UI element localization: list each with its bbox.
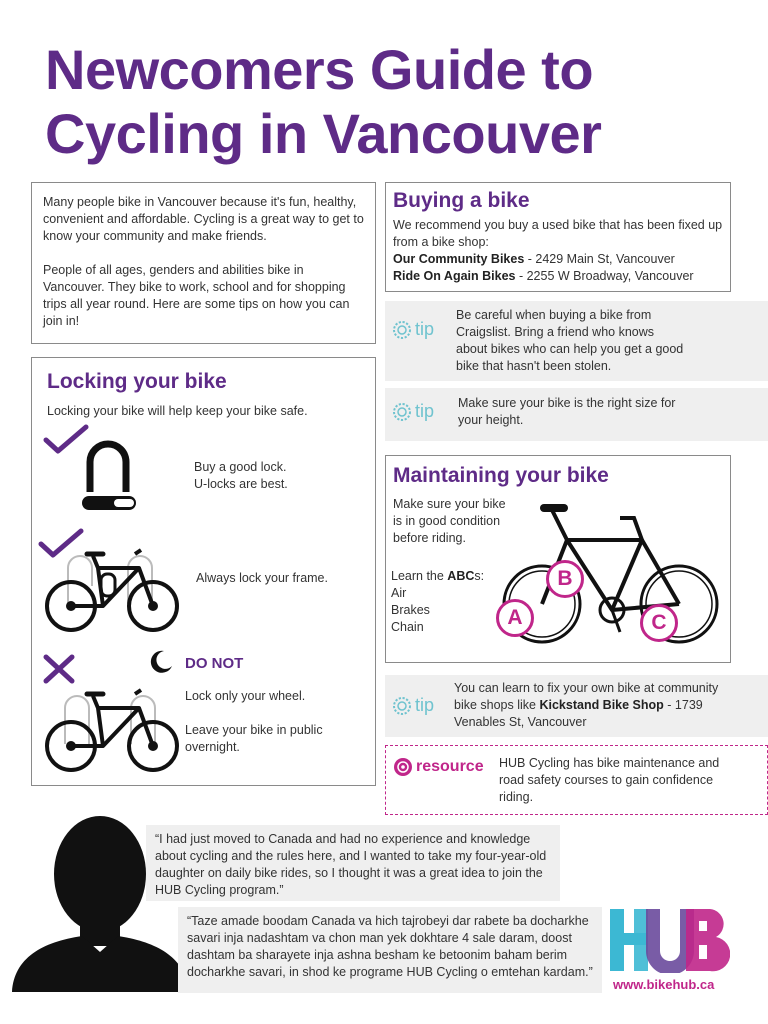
maintaining-box	[385, 455, 731, 663]
gear-icon	[391, 401, 413, 423]
bike-locked-frame-icon	[43, 544, 183, 636]
locking-box	[31, 357, 376, 786]
gear-icon	[391, 319, 413, 341]
gear-icon	[391, 695, 413, 717]
tip-1-text: Be careful when buying a bike from Craigslist. Bring a friend who knows about bikes who can help you get a good bike that hasn't been stolen.	[456, 308, 684, 373]
maintaining-text: Make sure your bike is in good condition before riding.	[393, 497, 506, 545]
lock-warning-2: Leave your bike in public overnight.	[185, 723, 323, 754]
resource-label: resource	[416, 758, 484, 775]
quote-english: “I had just moved to Canada and had no experience and knowledge about cycling and the rules here, and I wanted to take my four-year-old daughter on daily bike rides, so I thought it was a great idea to join the HUB Cycling program.”	[146, 825, 560, 901]
moon-icon	[146, 648, 174, 676]
tip-2-text: Make sure your bike is the right size for your height.	[458, 396, 676, 427]
shop-2: Ride On Again Bikes - 2255 W Broadway, Vancouver	[393, 269, 694, 283]
u-lock-icon	[80, 440, 140, 514]
badge-c: C	[640, 604, 678, 642]
resource-text: HUB Cycling has bike maintenance and road safety courses to gain confidence riding.	[499, 756, 720, 804]
buying-text: We recommend you buy a used bike that has been fixed up from a bike shop:	[393, 218, 723, 249]
website-link[interactable]: www.bikehub.ca	[613, 977, 715, 992]
quote-farsi: “Taze amade boodam Canada va hich tajrobeyi dar rabete ba docharkhe savari inja nadashtam va chon man yek dokhtare 4 sale daram, doost dashtam ba sharayete inja ashna besham ke betoonim baham berim docharkhe savari, in shod ke programe HUB Cycling o emtehan kardam.”	[178, 907, 602, 993]
locking-intro: Locking your bike will help keep your bike safe.	[47, 404, 308, 418]
bike-locked-wheel-icon	[43, 684, 183, 776]
lock-tip-1: Buy a good lock. U-locks are best.	[194, 460, 288, 491]
tip-3-text: You can learn to fix your own bike at community bike shops like Kickstand Bike Shop - 1739 Venables St, Vancouver	[454, 681, 719, 729]
intro-paragraph-1: Many people bike in Vancouver because it's fun, healthy, convenient and affordable. Cycling is a great way to get to know your community and make friends.	[43, 195, 364, 243]
resource-box	[385, 745, 768, 815]
do-not-label: DO NOT	[185, 655, 244, 672]
tip-label: tip	[415, 401, 435, 421]
intro-box	[31, 182, 376, 344]
badge-b: B	[546, 560, 584, 598]
buying-box	[385, 182, 731, 292]
resource-icon	[392, 756, 414, 778]
badge-a: A	[496, 599, 534, 637]
lock-warning-1: Lock only your wheel.	[185, 689, 306, 703]
abc-list: Learn the ABCs: Air Brakes Chain	[391, 569, 485, 634]
tip-1	[385, 301, 768, 381]
lock-tip-2: Always lock your frame.	[196, 571, 328, 585]
tip-3	[385, 675, 768, 737]
hub-logo	[606, 907, 730, 973]
shop-1: Our Community Bikes - 2429 Main St, Vancouver	[393, 252, 675, 266]
tip-2	[385, 388, 768, 441]
locking-heading: Locking your bike	[47, 370, 227, 393]
intro-paragraph-2: People of all ages, genders and abilities bike in Vancouver. They bike to work, school and for shopping trips all year round. Here are some tips on how you can join in!	[43, 263, 350, 328]
page-title: Newcomers Guide to Cycling in Vancouver	[45, 38, 602, 165]
tip-label: tip	[415, 695, 435, 715]
tip-label: tip	[415, 319, 435, 339]
maintaining-heading: Maintaining your bike	[393, 464, 609, 487]
buying-heading: Buying a bike	[393, 189, 530, 212]
x-cross-icon	[42, 653, 76, 685]
